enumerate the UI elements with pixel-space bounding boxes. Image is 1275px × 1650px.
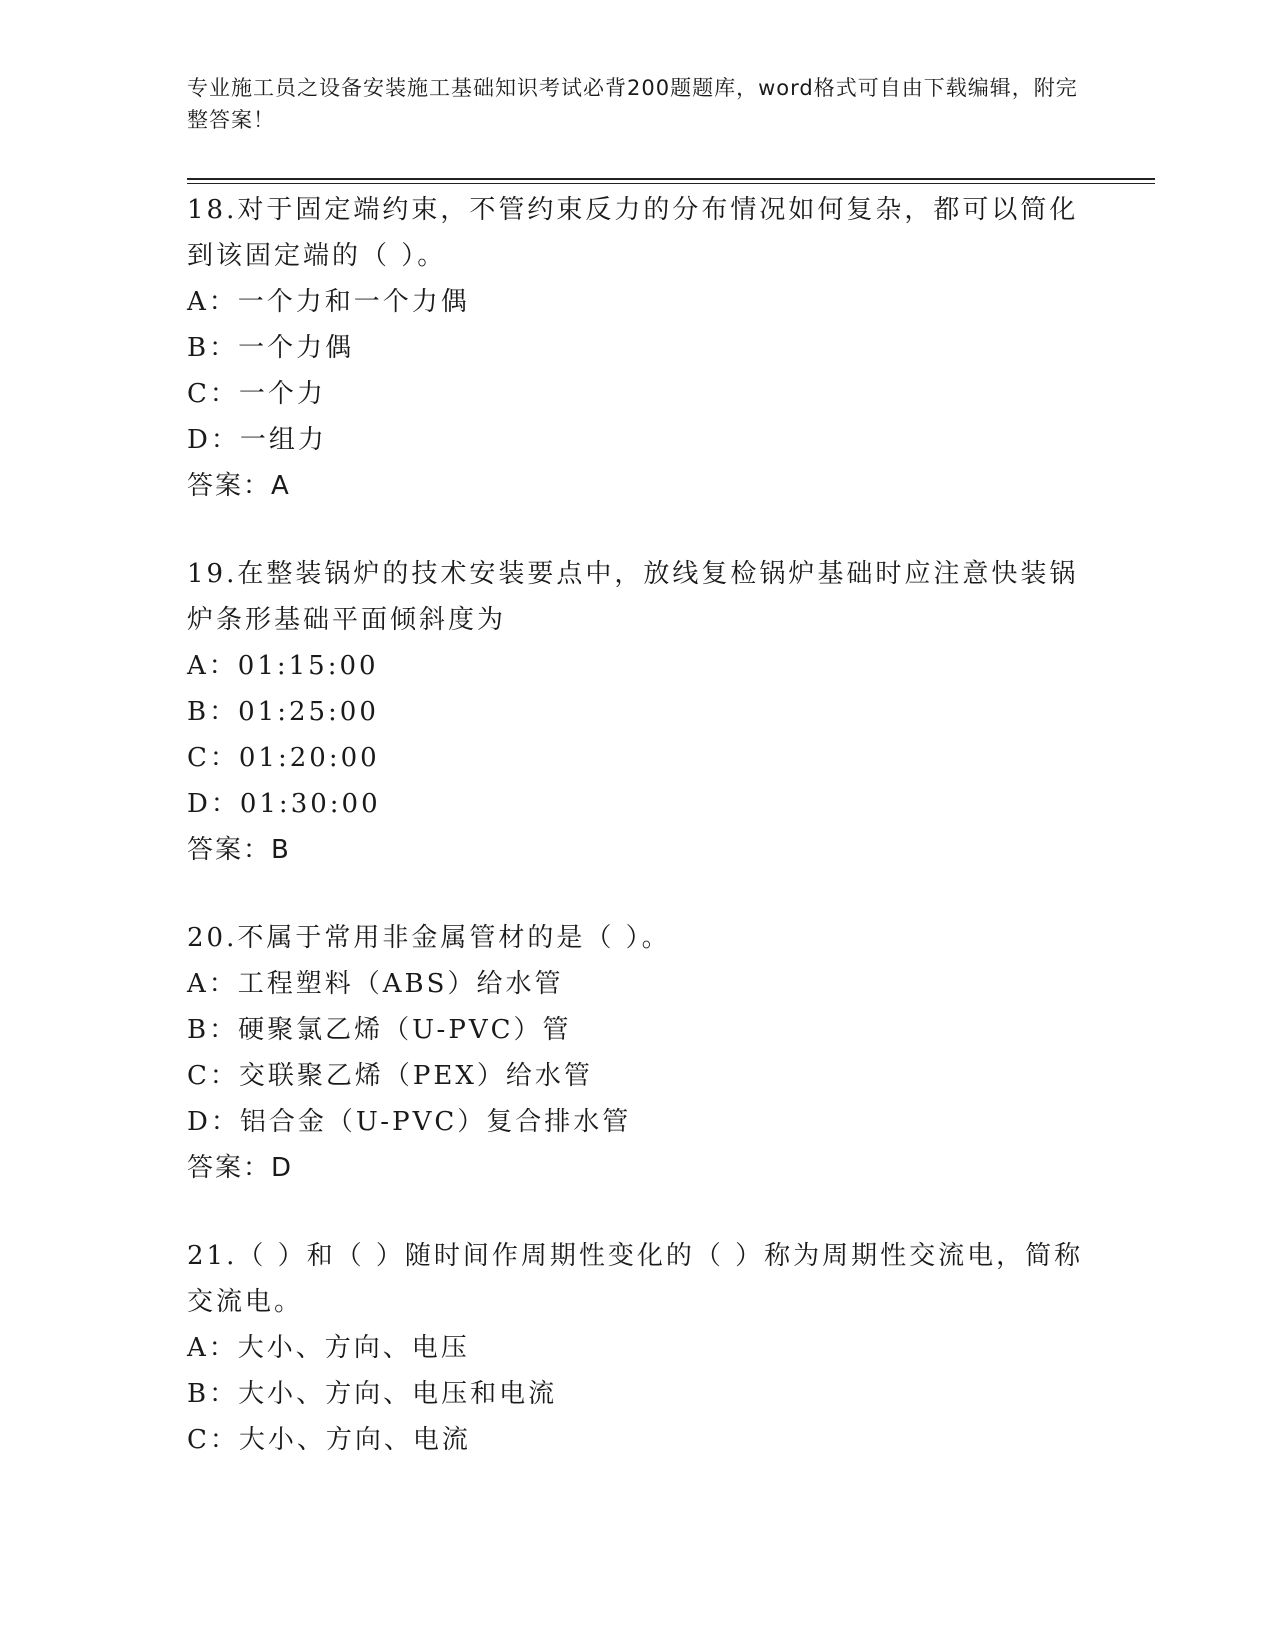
option-a: A：一个力和一个力偶	[187, 287, 470, 317]
option-a: A：工程塑料（ABS）给水管	[187, 969, 564, 999]
option-d: D：一组力	[187, 425, 327, 455]
question-stem: 19.在整装锅炉的技术安装要点中，放线复检锅炉基础时应注意快装锅炉条形基础平面倾斜度为	[187, 559, 1079, 635]
option-c: C：大小、方向、电流	[187, 1425, 471, 1455]
option-c: C：01:20:00	[187, 743, 380, 773]
question-stem: 21.（ ）和（ ）随时间作周期性变化的（ ）称为周期性交流电，简称交流电。	[187, 1241, 1084, 1317]
option-a: A：大小、方向、电压	[187, 1333, 470, 1363]
option-a: A：01:15:00	[187, 651, 379, 681]
question-18	[187, 187, 1087, 509]
question-19	[187, 551, 1087, 873]
option-b: B：一个力偶	[187, 333, 355, 363]
header-divider-thin	[187, 183, 1155, 184]
answer-line: 答案：A	[187, 471, 291, 501]
option-c: C：交联聚乙烯（PEX）给水管	[187, 1061, 593, 1091]
question-list	[187, 187, 1087, 1505]
question-21	[187, 1233, 1087, 1463]
answer-line: 答案：D	[187, 1153, 294, 1183]
document-header: 专业施工员之设备安装施工基础知识考试必背200题题库，word格式可自由下载编辑，附完整答案！	[187, 76, 1078, 132]
option-c: C：一个力	[187, 379, 326, 409]
option-b: B：大小、方向、电压和电流	[187, 1379, 558, 1409]
option-d: D：铝合金（U-PVC）复合排水管	[187, 1107, 632, 1137]
question-stem: 18.对于固定端约束，不管约束反力的分布情况如何复杂，都可以简化到该固定端的（ ）。	[187, 195, 1079, 271]
option-b: B：01:25:00	[187, 697, 379, 727]
answer-line: 答案：B	[187, 835, 291, 865]
question-20	[187, 915, 1087, 1191]
header-divider	[187, 178, 1155, 180]
question-stem: 20.不属于常用非金属管材的是（ ）。	[187, 923, 671, 953]
option-b: B：硬聚氯乙烯（U-PVC）管	[187, 1015, 572, 1045]
option-d: D：01:30:00	[187, 789, 381, 819]
